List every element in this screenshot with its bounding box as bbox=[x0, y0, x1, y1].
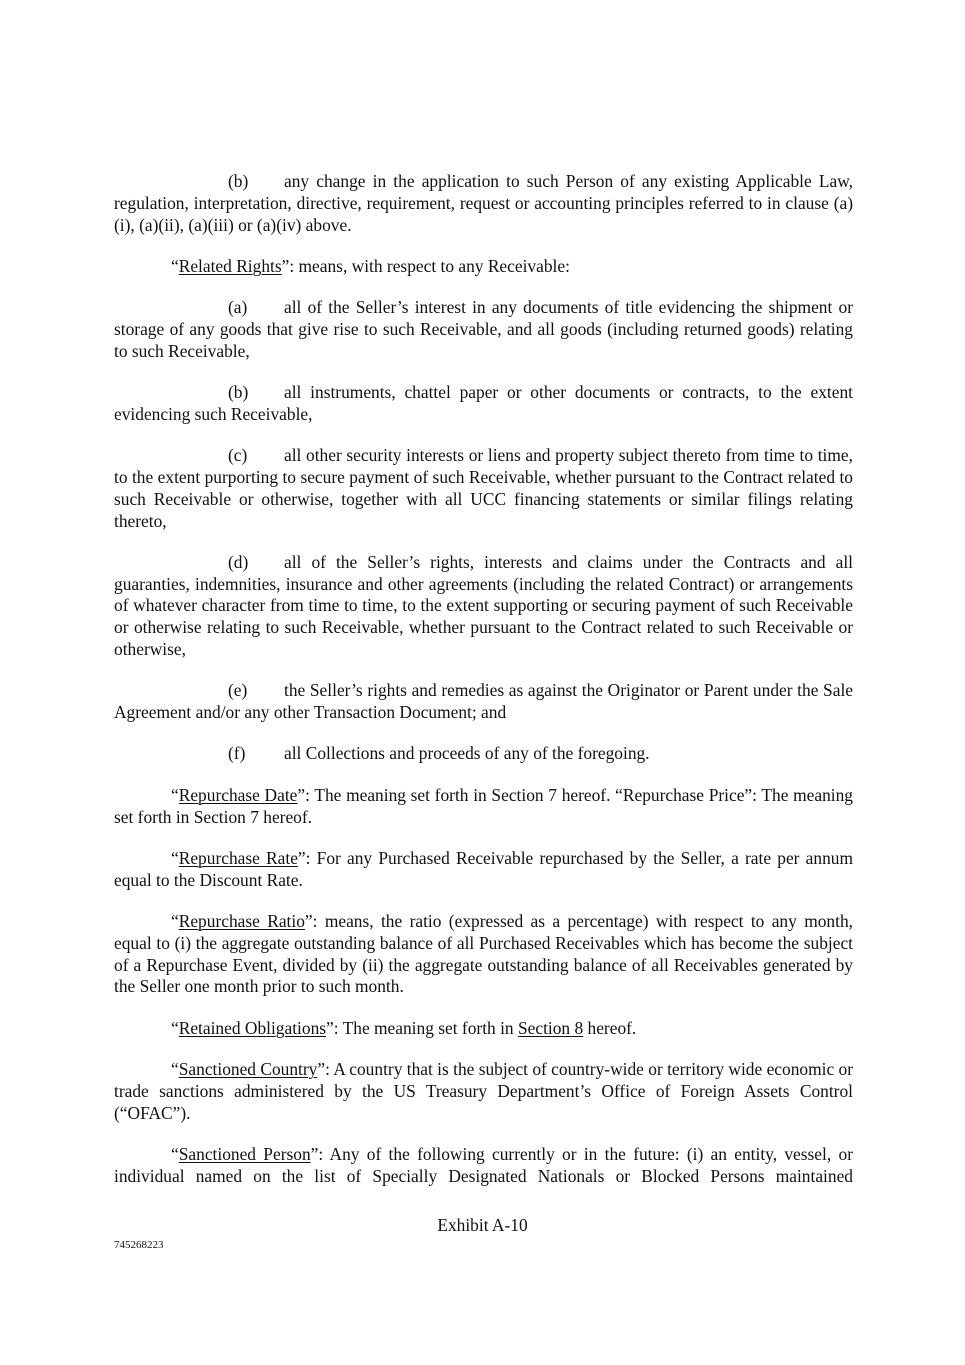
definition-retained-obligations bbox=[114, 1018, 853, 1040]
clause-text: all of the Seller’s interest in any documents of title evidencing the shipment or storage of any goods that give rise to such Receivable, and all goods (including returned goods) relating to such Receivable, bbox=[114, 297, 853, 361]
defined-term: Repurchase Rate bbox=[178, 847, 298, 868]
definition-text: ”: means, with respect to any Receivable: bbox=[281, 255, 570, 276]
definition-text-end: hereof. bbox=[583, 1017, 637, 1038]
open-quote: “ bbox=[171, 1143, 179, 1164]
definition-text: ”: The meaning set forth in bbox=[326, 1017, 518, 1038]
defined-term: Repurchase Date bbox=[178, 784, 298, 805]
definition-text: ”: For any Purchased Receivable repurchased by the Seller, a rate per annum equal to the Discount Rate. bbox=[114, 847, 853, 890]
open-quote: “ bbox=[171, 255, 179, 276]
defined-term: Sanctioned Person bbox=[178, 1143, 311, 1164]
definition-repurchase-rate bbox=[114, 848, 853, 892]
defined-term: Related Rights bbox=[178, 255, 282, 276]
definition-repurchase-date bbox=[114, 785, 853, 829]
definition-text: ”: The meaning set forth in Section 7 hereof. “Repurchase Price”: The meaning set forth in Section 7 hereof. bbox=[114, 784, 853, 827]
definition-text: ”: means, the ratio (expressed as a percentage) with respect to any month, equal to (i) the aggregate outstanding balance of all Purchased Receivables which has become the subject of a Repurchase Event, divided by (ii) the aggregate outstanding balance of all Receivables generated by the Seller one month prior to such month. bbox=[114, 910, 853, 997]
clause-b-change-in-law bbox=[114, 171, 853, 236]
definition-related-rights bbox=[114, 256, 853, 278]
clause-label: (b) bbox=[228, 382, 249, 403]
definition-sanctioned-country bbox=[114, 1059, 853, 1124]
definition-repurchase-ratio bbox=[114, 911, 853, 998]
open-quote: “ bbox=[171, 1017, 179, 1038]
related-rights-clause-c bbox=[114, 445, 853, 532]
clause-text: all other security interests or liens and property subject thereto from time to time, to the extent purporting to secure payment of such Receivable, whether pursuant to the Contract related to such Receivable or otherwise, together with all UCC financing statements or similar filings relating thereto, bbox=[114, 445, 853, 531]
defined-term: Repurchase Ratio bbox=[178, 910, 305, 931]
open-quote: “ bbox=[171, 910, 179, 931]
clause-label: (c) bbox=[228, 445, 248, 466]
clause-label: (f) bbox=[228, 743, 246, 764]
related-rights-clause-e bbox=[114, 680, 853, 724]
clause-text: all instruments, chattel paper or other documents or contracts, to the extent evidencing such Receivable, bbox=[114, 382, 853, 424]
open-quote: “ bbox=[171, 1058, 179, 1079]
clause-label: (a) bbox=[228, 297, 248, 318]
section-reference: Section 8 bbox=[517, 1017, 584, 1038]
related-rights-clause-b bbox=[114, 382, 853, 426]
related-rights-clause-a bbox=[114, 297, 853, 362]
definition-sanctioned-person bbox=[114, 1144, 853, 1188]
clause-text: all of the Seller’s rights, interests and claims under the Contracts and all guaranties, indemnities, insurance and other agreements (including the related Contract) or arrangements of whatever character from time to time, to the extent supporting or securing payment of such Receivable or otherwise relating to such Receivable, whether pursuant to the Contract related to such Receivable or otherwise, bbox=[114, 551, 853, 660]
definition-text: ”: Any of the following currently or in the future: (i) an entity, vessel, or individual named on the list of Specially Designated Nationals or Blocked Persons maintained bbox=[114, 1143, 853, 1186]
defined-term: Retained Obligations bbox=[178, 1017, 327, 1038]
clause-text: the Seller’s rights and remedies as against the Originator or Parent under the Sale Agreement and/or any other Transaction Document; and bbox=[114, 680, 853, 723]
clause-text: all Collections and proceeds of any of the foregoing. bbox=[284, 743, 650, 764]
clause-text: any change in the application to such Person of any existing Applicable Law, regulation, interpretation, directive, requirement, request or accounting principles referred to in clause (a)(i), (a)(ii), (a)(iii) or (a)(iv) above. bbox=[114, 171, 853, 235]
related-rights-clause-d bbox=[114, 552, 853, 661]
document-id-number: 745268223 bbox=[114, 1239, 164, 1251]
clause-label: (d) bbox=[228, 551, 249, 572]
defined-term: Sanctioned Country bbox=[178, 1058, 318, 1079]
related-rights-clause-f bbox=[114, 743, 853, 765]
clause-label: (b) bbox=[228, 171, 249, 191]
definition-text: ”: A country that is the subject of country-wide or territory wide economic or trade sanctions administered by the US Treasury Department’s Office of Foreign Assets Control (“OFAC”). bbox=[114, 1058, 854, 1123]
open-quote: “ bbox=[171, 847, 179, 868]
page-footer-exhibit-label: Exhibit A-10 bbox=[437, 1215, 528, 1235]
document-body bbox=[114, 171, 853, 1207]
open-quote: “ bbox=[171, 784, 179, 805]
clause-label: (e) bbox=[228, 680, 248, 701]
